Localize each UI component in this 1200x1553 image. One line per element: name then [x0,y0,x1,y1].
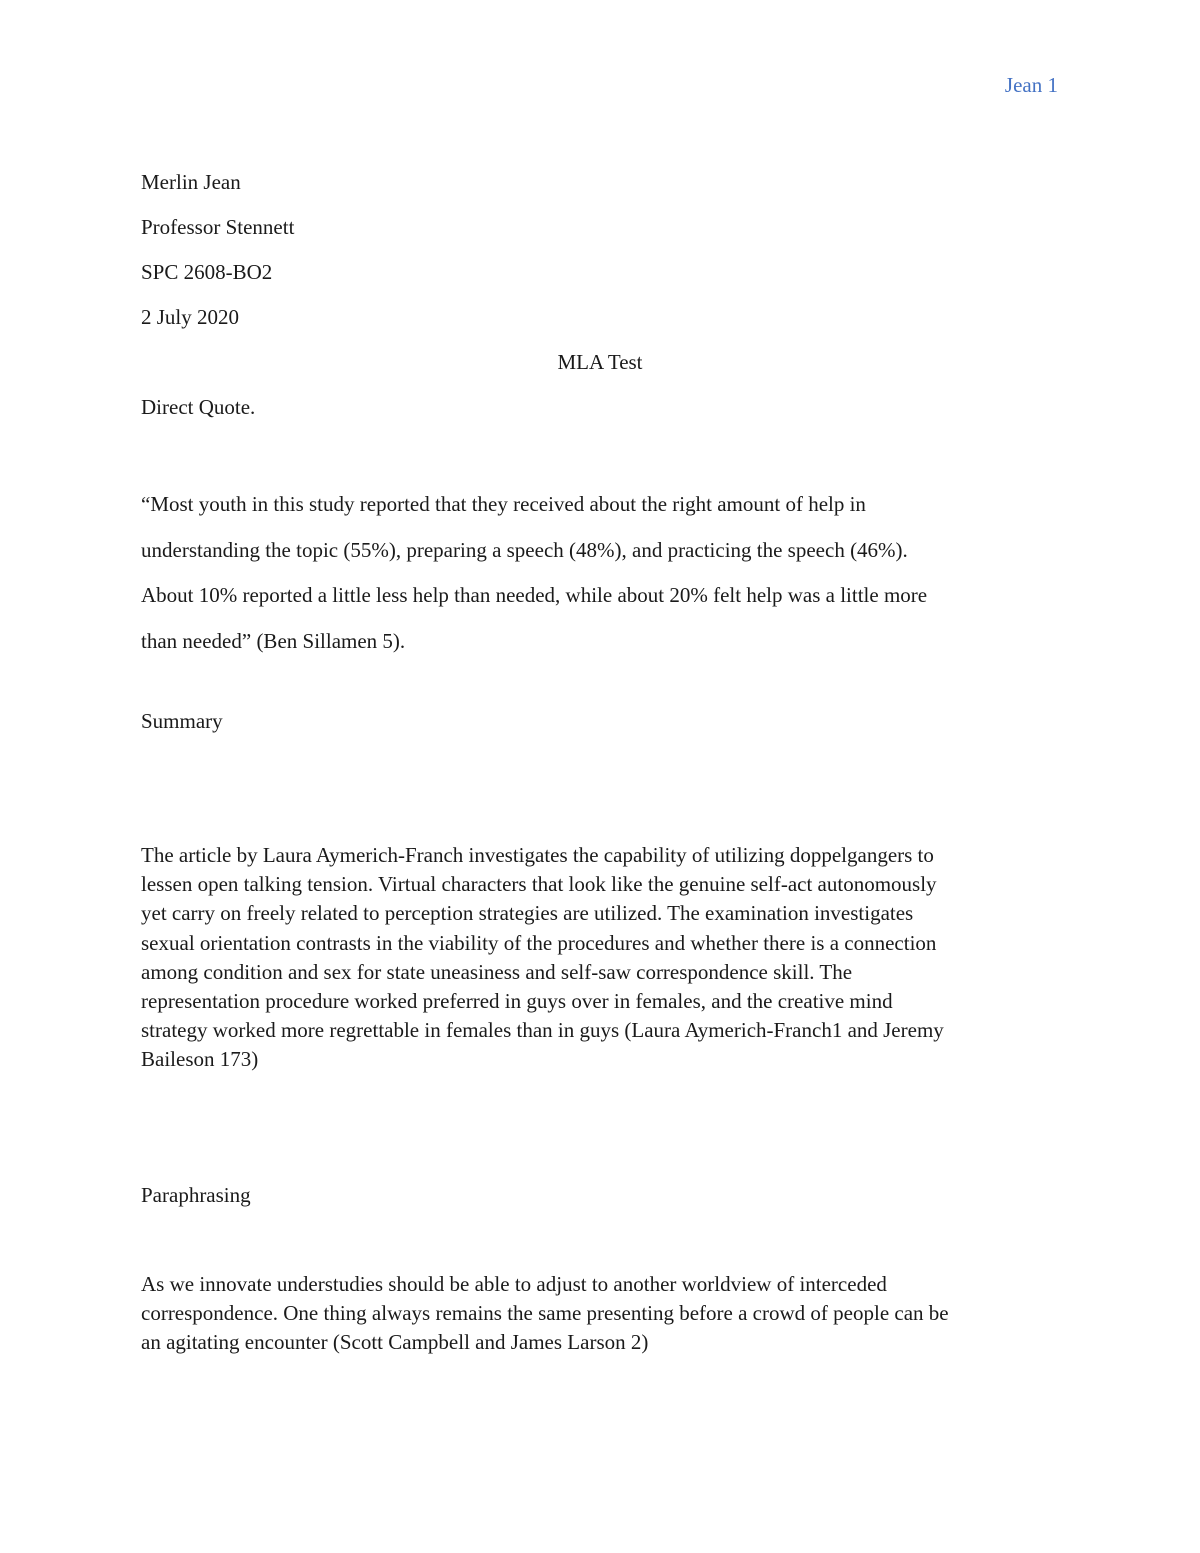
summary-line: The article by Laura Aymerich-Franch investigates the capability of utilizing doppelgangers to [141,843,934,867]
summary-line: yet carry on freely related to perception strategies are utilized. The examination investigates [141,901,914,926]
direct-quote-heading: Direct Quote. [141,395,256,419]
document-date: 2 July 2020 [141,305,240,329]
document-title: MLA Test [557,350,643,374]
summary-line: among condition and sex for state uneasiness and self-saw correspondence skill. The [141,959,853,984]
summary-line: representation procedure worked preferred in guys over in females, and the creative mind [141,989,893,1014]
summary-paragraph [141,841,1061,1075]
page-header-label: Jean 1 [1004,73,1058,97]
course-code: SPC 2608-BO2 [141,260,273,284]
paraphrasing-paragraph [141,1270,1061,1358]
quote-line: “Most youth in this study reported that they received about the right amount of help in [141,492,866,516]
student-name: Merlin Jean [141,170,241,194]
professor-name: Professor Stennett [141,215,295,239]
paraphrasing-line: correspondence. One thing always remains the same presenting before a crowd of people can be [141,1301,949,1326]
summary-line: lessen open talking tension. Virtual characters that look like the genuine self-act autonomously [141,872,937,897]
quote-line: understanding the topic (55%), preparing a speech (48%), and practicing the speech (46%). [141,537,908,562]
paraphrasing-line: an agitating encounter (Scott Campbell and James Larson 2) [141,1330,649,1355]
quote-line: About 10% reported a little less help than needed, while about 20% felt help was a little more [141,583,928,607]
paraphrasing-line: As we innovate understudies should be able to adjust to another worldview of interceded [141,1272,887,1296]
summary-line: Baileson 173) [141,1047,259,1072]
quote-line: than needed” (Ben Sillamen 5). [141,628,406,653]
direct-quote-paragraph [141,482,1061,664]
summary-line: strategy worked more regrettable in females than in guys (Laura Aymerich-Franch1 and Jeremy [141,1018,944,1043]
paraphrasing-heading: Paraphrasing [141,1183,251,1207]
summary-line: sexual orientation contrasts in the viability of the procedures and whether there is a connection [141,930,937,955]
summary-heading: Summary [141,709,223,733]
